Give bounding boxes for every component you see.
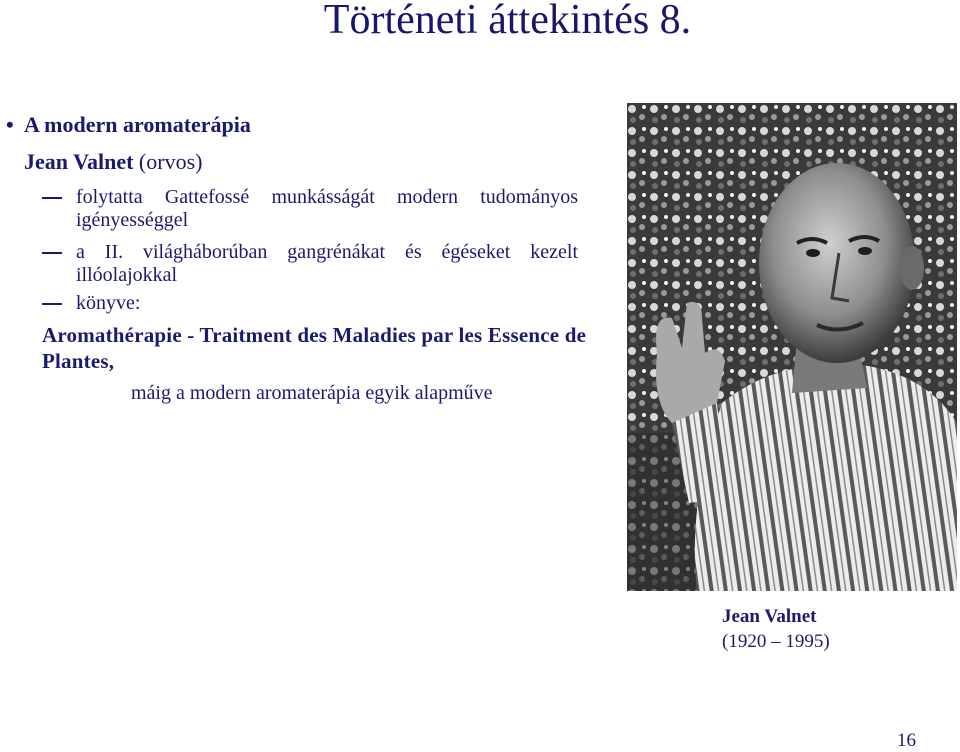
subitem-2-text: a II. világháborúban gangrénákat és égéseket kezelt illóolajokkal <box>76 241 578 286</box>
caption-years: (1920 – 1995) <box>722 631 830 652</box>
person-line <box>24 149 202 175</box>
book-title: Aromathérapie - Traitment des Maladies par les Essence de Plantes, <box>42 323 587 373</box>
subitem-3-text: könyve: <box>76 292 141 314</box>
caption-name: Jean Valnet <box>722 606 817 627</box>
book-note: máig a modern aromaterápia egyik alapműve <box>131 382 493 404</box>
page-number: 16 <box>897 730 916 751</box>
person-role: (orvos) <box>138 149 203 174</box>
subitem-1-text: folytatta Gattefossé munkásságát modern tudományos igényességgel <box>76 186 578 231</box>
subitem-1 <box>42 186 578 232</box>
subitem-2 <box>42 241 578 287</box>
portrait-photo <box>627 103 957 591</box>
bullet-icon: • <box>6 112 14 137</box>
slide-title: Történeti áttekintés 8. <box>323 0 692 43</box>
subitem-3 <box>42 292 578 315</box>
person-name: Jean Valnet <box>24 149 134 174</box>
bullet-text: A modern aromaterápia <box>24 112 251 137</box>
